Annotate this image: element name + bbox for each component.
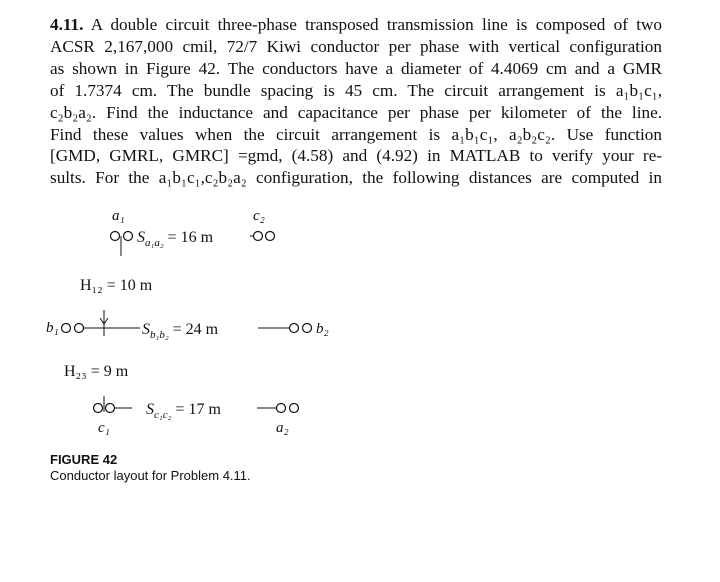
problem-line-1: 4.11. A double circuit three-phase transposed transmission line is composed of two [50, 15, 662, 34]
conductor-b1-outer [62, 324, 71, 333]
top-conductor-pair-right [254, 232, 275, 241]
middle-conductor-pair-right [290, 324, 312, 333]
conductor-c2-outer [266, 232, 275, 241]
problem-line-3: as shown in Figure 42. The conductors have a diameter of 4.4069 cm and a GMR [50, 58, 662, 78]
s-c1c2-dimension: $S_{c_1c_2} = 17$ m [146, 401, 221, 421]
label-a2: a₂ [276, 420, 289, 436]
label-a1: a₁ [112, 208, 125, 224]
conductor-a2-inner [277, 404, 286, 413]
problem-line-5: c₂b₂a₂. Find the inductance and capacitance per phase per kilometer of the line. [50, 102, 662, 122]
problem-line-2: ACSR 2,167,000 cmil, 72/7 Kiwi conductor per phase with vertical configuration [50, 36, 662, 56]
s-b1b2-dimension: $S_{b_1b_2} = 24$ m [142, 321, 219, 341]
conductor-c2-inner [254, 232, 263, 241]
label-b1: b₁ [46, 320, 59, 336]
conductor-b1-inner [75, 324, 84, 333]
label-b2: b₂ [316, 321, 329, 337]
conductor-b2-inner [290, 324, 299, 333]
label-c2: c₂ [253, 208, 265, 224]
figure-caption-title: FIGURE 42 [50, 452, 118, 467]
problem-line-7: [GMD, GMRL, GMRC] =gmd, (4.58) and (4.92) in MATLAB to verify your re- [50, 146, 662, 166]
s-a1a2-dimension: $S_{a_1a_2} = 16$ m [137, 229, 214, 249]
label-c1: c₁ [98, 420, 110, 436]
problem-line-8: sults. For the a₁b₁c₁,c₂b₂a₂ configuration, the following distances are computed in [50, 168, 662, 188]
h23-dimension: H₂₃ = 9 m [64, 363, 129, 380]
h12-dimension: H₁₂ = 10 m [80, 277, 153, 294]
problem-line-6: Find these values when the circuit arrangement is a₁b₁c₁, a₂b₂c₂. Use function [50, 124, 662, 144]
problem-line-4: of 1.7374 cm. The bundle spacing is 45 cm. The circuit arrangement is a₁b₁c₁, [50, 80, 662, 100]
problem-number: 4.11. [50, 15, 84, 34]
bottom-conductor-pair-right [277, 404, 299, 413]
conductor-c1-inner [106, 404, 115, 413]
conductor-a2-outer [290, 404, 299, 413]
middle-conductor-pair-left [62, 324, 84, 333]
conductor-c1-outer [94, 404, 103, 413]
conductor-a1-outer [111, 232, 120, 241]
conductor-b2-outer [303, 324, 312, 333]
conductor-a1-inner [124, 232, 133, 241]
figure-caption-text: Conductor layout for Problem 4.11. [50, 468, 251, 483]
